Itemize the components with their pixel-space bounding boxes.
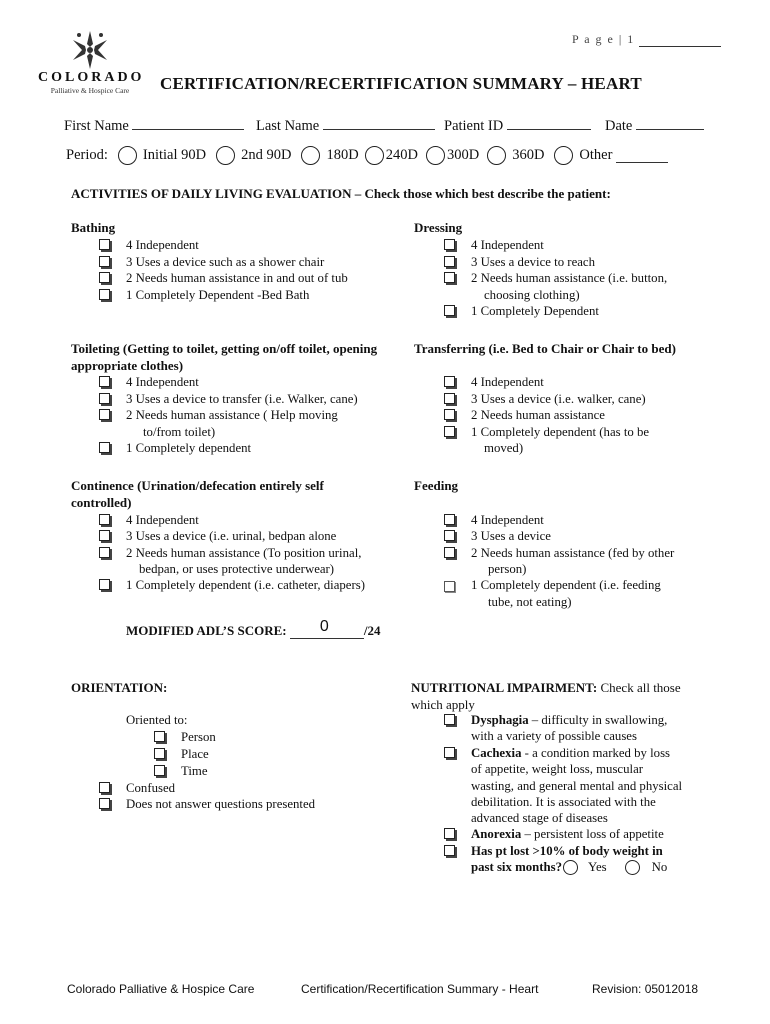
weight-loss-checkbox[interactable] [444, 845, 455, 856]
dysphagia-label: Dysphagia – difficulty in swallowing, [471, 713, 668, 727]
period-300d-radio[interactable] [426, 146, 445, 165]
continence-1-label: 1 Completely dependent (i.e. catheter, diapers) [126, 578, 365, 592]
continence-3-checkbox[interactable] [99, 530, 110, 541]
feeding-2-label-cont: person) [488, 562, 527, 576]
dressing-3-checkbox[interactable] [444, 256, 455, 267]
bathing-1-checkbox[interactable] [99, 289, 110, 300]
toileting-3-checkbox[interactable] [99, 393, 110, 404]
period-180d-label: 180D [326, 147, 359, 163]
feeding-1-checkbox[interactable] [444, 581, 455, 592]
adl-score-label: MODIFIED ADL’S SCORE: [126, 623, 287, 638]
adl-score-max: /24 [363, 623, 381, 638]
feeding-4-checkbox[interactable] [444, 514, 455, 525]
period-300d-label: 300D [446, 147, 480, 163]
confused-checkbox[interactable] [99, 782, 110, 793]
toileting-4-label: 4 Independent [126, 375, 199, 389]
footer-doc-title: Certification/Recertification Summary - Heart [301, 982, 539, 996]
transferring-title: Transferring (i.e. Bed to Chair or Chair to bed) [414, 341, 676, 356]
last-name-field[interactable] [256, 115, 435, 135]
continence-title: Continence (Urination/defecation entirely self controlled) [71, 478, 324, 510]
bathing-3-label: 3 Uses a device such as a shower chair [126, 255, 325, 269]
first-name-label: First Name [64, 118, 129, 134]
period-2nd-90d-label: 2nd 90D [241, 147, 292, 163]
cachexia-desc-4: advanced stage of diseases [471, 811, 608, 825]
adl-score-value: 0 [319, 618, 329, 635]
adl-score-field[interactable] [290, 618, 364, 639]
confused-label: Confused [126, 781, 176, 795]
bathing-4-label: 4 Independent [126, 238, 199, 252]
period-2nd-90d-radio[interactable] [216, 146, 235, 165]
toileting-1-checkbox[interactable] [99, 442, 110, 453]
period-360d-label: 360D [512, 147, 545, 163]
period-other-blank[interactable] [616, 148, 668, 163]
feeding-3-label: 3 Uses a device [471, 529, 551, 543]
first-name-field[interactable] [64, 115, 244, 135]
continence-2-label: 2 Needs human assistance (To position urinal, [126, 546, 362, 560]
dressing-1-label: 1 Completely Dependent [471, 304, 599, 318]
transferring-1-label: 1 Completely dependent (has to be [471, 425, 650, 439]
weight-loss-no-radio[interactable] [625, 860, 640, 875]
transferring-3-label: 3 Uses a device (i.e. walker, cane) [471, 392, 646, 406]
logo-brand-text: COLORADO [38, 70, 145, 85]
footer-org: Colorado Palliative & Hospice Care [67, 982, 255, 996]
period-row [66, 146, 668, 165]
feeding-1-label-cont: tube, not eating) [488, 595, 572, 609]
dressing-title: Dressing [414, 220, 463, 235]
oriented-person-label: Person [181, 730, 216, 744]
bathing-3-checkbox[interactable] [99, 256, 110, 267]
period-other-label: Other [579, 147, 613, 163]
logo-subtitle: Palliative & Hospice Care [50, 86, 130, 95]
oriented-to-label: Oriented to: [126, 713, 188, 727]
dressing-3-label: 3 Uses a device to reach [471, 255, 596, 269]
continence-1-checkbox[interactable] [99, 579, 110, 590]
oriented-person-checkbox[interactable] [154, 731, 165, 742]
orientation-title: ORIENTATION: [71, 680, 168, 695]
date-field[interactable] [605, 115, 704, 135]
continence-2-checkbox[interactable] [99, 547, 110, 558]
feeding-2-checkbox[interactable] [444, 547, 455, 558]
feeding-1-label: 1 Completely dependent (i.e. feeding [471, 578, 661, 592]
transferring-3-checkbox[interactable] [444, 393, 455, 404]
weight-loss-label-cont: past six months? [471, 860, 563, 874]
cachexia-desc-3: debilitation. It is associated with the [471, 795, 656, 809]
period-180d-radio[interactable] [301, 146, 320, 165]
weight-loss-yes-label: Yes [588, 860, 607, 874]
anorexia-label: Anorexia – persistent loss of appetite [471, 827, 664, 841]
bathing-4-checkbox[interactable] [99, 239, 110, 250]
continence-3-label: 3 Uses a device (i.e. urinal, bedpan alone [126, 529, 337, 543]
anorexia-checkbox[interactable] [444, 828, 455, 839]
transferring-4-checkbox[interactable] [444, 376, 455, 387]
date-label: Date [605, 118, 633, 134]
cachexia-checkbox[interactable] [444, 747, 455, 758]
feeding-3-checkbox[interactable] [444, 530, 455, 541]
toileting-3-label: 3 Uses a device to transfer (i.e. Walker, cane) [126, 392, 358, 406]
period-initial-90d-label: Initial 90D [142, 147, 207, 163]
feeding-title: Feeding [414, 478, 459, 493]
cachexia-label: Cachexia - a condition marked by loss [471, 746, 671, 760]
toileting-title: Toileting (Getting to toilet, getting on/off toilet, opening appropriate clothes) [71, 341, 378, 373]
footer-revision: Revision: 05012018 [592, 982, 699, 996]
patient-id-label: Patient ID [444, 118, 504, 134]
cachexia-desc-2: wasting, and general mental and physical [471, 779, 683, 793]
transferring-2-checkbox[interactable] [444, 409, 455, 420]
toileting-2-checkbox[interactable] [99, 409, 110, 420]
dressing-2-label-cont: choosing clothing) [484, 288, 580, 302]
period-240d-label: 240D [385, 147, 418, 163]
weight-loss-row [471, 859, 667, 876]
continence-4-label: 4 Independent [126, 513, 199, 527]
adl-score-row [126, 618, 381, 639]
transferring-1-checkbox[interactable] [444, 426, 455, 437]
cachexia-desc-1: of appetite, weight loss, muscular [471, 762, 644, 776]
period-240d-radio[interactable] [365, 146, 384, 165]
continence-4-checkbox[interactable] [99, 514, 110, 525]
last-name-label: Last Name [256, 118, 320, 134]
oriented-place-checkbox[interactable] [154, 748, 165, 759]
dysphagia-desc: with a variety of possible causes [471, 729, 637, 743]
snowflake-logo-icon [38, 30, 142, 70]
bathing-title: Bathing [71, 220, 116, 235]
document-title: CERTIFICATION/RECERTIFICATION SUMMARY – HEART [160, 74, 642, 93]
page-number: P a g e | 1 [572, 32, 721, 47]
toileting-4-checkbox[interactable] [99, 376, 110, 387]
bathing-1-label: 1 Completely Dependent -Bed Bath [126, 288, 310, 302]
no-answer-checkbox[interactable] [99, 798, 110, 809]
transferring-4-label: 4 Independent [471, 375, 544, 389]
weight-loss-label: Has pt lost >10% of body weight in [471, 844, 663, 858]
transferring-2-label: 2 Needs human assistance [471, 408, 605, 422]
patient-id-field[interactable] [444, 115, 591, 135]
oriented-time-label: Time [181, 764, 208, 778]
oriented-place-label: Place [181, 747, 209, 761]
weight-loss-no-label: No [651, 860, 668, 874]
bathing-2-label: 2 Needs human assistance in and out of tub [126, 271, 348, 285]
dressing-1-checkbox[interactable] [444, 305, 455, 316]
continence-2-label-cont: bedpan, or uses protective underwear) [139, 562, 335, 576]
dressing-4-label: 4 Independent [471, 238, 544, 252]
period-initial-90d-radio[interactable] [118, 146, 137, 165]
period-label: Period: [66, 147, 108, 163]
toileting-1-label: 1 Completely dependent [126, 441, 252, 455]
toileting-2-label-cont: to/from toilet) [143, 425, 216, 439]
no-answer-label: Does not answer questions presented [126, 797, 316, 811]
transferring-1-label-cont: moved) [484, 441, 524, 455]
dressing-2-checkbox[interactable] [444, 272, 455, 283]
period-360d-radio[interactable] [487, 146, 506, 165]
adl-heading: ACTIVITIES OF DAILY LIVING EVALUATION – Check those which best describe the patient: [71, 186, 611, 201]
weight-loss-yes-radio[interactable] [563, 860, 578, 875]
oriented-time-checkbox[interactable] [154, 765, 165, 776]
toileting-2-label: 2 Needs human assistance ( Help moving [126, 408, 338, 422]
dressing-4-checkbox[interactable] [444, 239, 455, 250]
feeding-2-label: 2 Needs human assistance (fed by other [471, 546, 675, 560]
dysphagia-checkbox[interactable] [444, 714, 455, 725]
nutrition-title: NUTRITIONAL IMPAIRMENT: Check all those which apply [411, 680, 681, 712]
dressing-2-label: 2 Needs human assistance (i.e. button, [471, 271, 668, 285]
bathing-2-checkbox[interactable] [99, 272, 110, 283]
period-other-radio[interactable] [554, 146, 573, 165]
feeding-4-label: 4 Independent [471, 513, 544, 527]
